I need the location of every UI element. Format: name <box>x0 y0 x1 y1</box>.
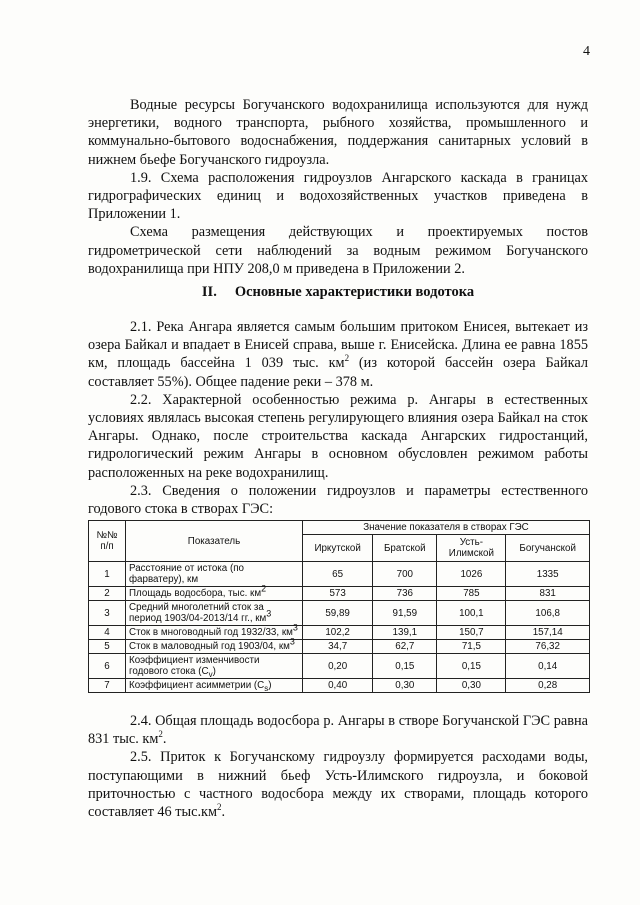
paragraph-2-5 <box>88 748 588 821</box>
row-indicator <box>126 636 303 654</box>
paragraph-2-2: 2.2. Характерной особенностью режима р. Ангары в естественных условиях являлась высокая степень регулирующего влияния озера Байкал на сток Ангары. Однако, после строительства каскада Ангарских гидростанций, гидрологический режим Ангары в основном обусловлен режимом работы расположенных на реке водохранилищ. <box>88 391 588 481</box>
row-number: 1 <box>89 562 126 587</box>
row-value: 0,15 <box>373 654 437 679</box>
paragraph-1-9: 1.9. Схема расположения гидроузлов Ангарского каскада в границах гидрографических единиц и водохозяйственных участков приведена в Приложении 1. <box>88 169 588 223</box>
row-value: 0,28 <box>506 679 590 693</box>
row-value: 100,1 <box>437 601 506 626</box>
header-station: Богучанской <box>506 535 590 562</box>
superscript: 2 <box>344 353 350 364</box>
row-indicator <box>126 583 303 601</box>
superscript: 2 <box>217 802 222 813</box>
section-number: II. <box>201 284 217 300</box>
row-value: 139,1 <box>373 626 437 640</box>
section-title: Основные характеристики водотока <box>234 284 475 300</box>
table-row <box>89 654 590 679</box>
subscript: v <box>208 669 213 679</box>
header-station: Иркутской <box>303 535 373 562</box>
row-value: 0,30 <box>373 679 437 693</box>
paragraph-2-5-end: . <box>221 804 226 821</box>
row-value: 1026 <box>437 562 506 587</box>
superscript: 2 <box>261 583 267 594</box>
row-value: 700 <box>373 562 437 587</box>
row-indicator <box>126 562 303 587</box>
paragraph-2-4-end: . <box>162 731 167 748</box>
subscript: s <box>264 683 269 693</box>
paragraph-2-3: 2.3. Сведения о положении гидроузлов и параметры естественного годового стока в створах ГЭС: <box>88 482 588 518</box>
table-row <box>89 679 590 693</box>
row-value: 106,8 <box>506 601 590 626</box>
table-header-row <box>89 521 590 535</box>
row-value: 34,7 <box>303 640 373 654</box>
paragraph-2-1 <box>88 318 588 391</box>
indicator-text: Коэффициент асимметрии (C <box>129 680 265 691</box>
row-value: 0,14 <box>506 654 590 679</box>
row-value: 150,7 <box>437 626 506 640</box>
paragraph-2-1-text-b: (из которой бассейн озера Байкал составляет 55%). Общее падение реки – 378 м. <box>88 355 589 390</box>
header-station: Братской <box>373 535 437 562</box>
intro-text-block <box>88 96 588 278</box>
section-heading <box>88 284 588 301</box>
indicator-text: Сток в многоводный год 1932/33, км <box>129 627 293 638</box>
row-number: 2 <box>89 587 126 601</box>
table-row <box>89 601 590 626</box>
paragraph-water-resources: Водные ресурсы Богучанского водохранилища используются для нужд энергетики, водного транспорта, рыбного хозяйства, промышленного и коммунально-бытового водоснабжения, поддержания санитарных условий в нижнем бьефе Богучанского гидроузла. <box>88 97 588 168</box>
header-value: Значение показателя в створах ГЭС <box>303 521 590 535</box>
table-row <box>89 626 590 640</box>
row-value: 65 <box>303 562 373 587</box>
table-row <box>89 587 590 601</box>
row-indicator <box>126 622 303 640</box>
row-value: 0,15 <box>437 654 506 679</box>
superscript: 3 <box>266 608 272 619</box>
superscript: 3 <box>289 636 295 647</box>
header-indicator: Показатель <box>126 521 303 562</box>
row-value: 1335 <box>506 562 590 587</box>
row-number: 4 <box>89 626 126 640</box>
indicator-text: Средний многолетний сток за период 1903/04-2013/14 гг., км <box>129 602 267 624</box>
row-value: 785 <box>437 587 506 601</box>
row-value: 71,5 <box>437 640 506 654</box>
row-indicator <box>126 601 303 626</box>
section-text-block <box>88 318 588 518</box>
row-number: 7 <box>89 679 126 693</box>
row-value: 736 <box>373 587 437 601</box>
indicator-text: Сток в маловодный год 1903/04, км <box>129 641 290 652</box>
row-number: 6 <box>89 654 126 679</box>
row-value: 573 <box>303 587 373 601</box>
header-station: Усть-Илимской <box>437 535 506 562</box>
closing-text-block <box>88 712 588 821</box>
header-number: №№ п/п <box>89 521 126 562</box>
row-value: 0,40 <box>303 679 373 693</box>
row-number: 3 <box>89 601 126 626</box>
table-row <box>89 562 590 587</box>
table-row <box>89 640 590 654</box>
paragraph-scheme: Схема размещения действующих и проектируемых постов гидрометрической сети наблюдений за водным режимом Богучанского водохранилища при НПУ 208,0 м приведена в Приложении 2. <box>88 224 588 277</box>
page-number: 4 <box>583 44 590 59</box>
row-value: 157,14 <box>506 626 590 640</box>
row-value: 59,89 <box>303 601 373 626</box>
paragraph-2-1-text-a: 2.1. Река Ангара является самым большим притоком Енисея, вытекает из озера Байкал и впадает в Енисей справа, выше г. Енисейска. Длина ее равна 1855 км, площадь бассейна 1 039 тыс. км <box>88 319 588 372</box>
row-indicator: Коэффициент изменчивости годового стока $(C_v)$ <box>126 654 303 679</box>
row-value: 0,30 <box>437 679 506 693</box>
superscript: 3 <box>292 622 298 633</box>
row-number: 5 <box>89 640 126 654</box>
indicator-text: Расстояние от истока (по фарватеру), км <box>129 563 244 585</box>
row-value: 102,2 <box>303 626 373 640</box>
indicator-text: Коэффициент изменчивости годового стока (C <box>129 655 260 677</box>
row-value: 91,59 <box>373 601 437 626</box>
paragraph-2-4-text: 2.4. Общая площадь водосбора р. Ангары в створе Богучанской ГЭС равна 831 тыс. км <box>88 713 588 748</box>
paragraph-2-4 <box>88 712 588 748</box>
runoff-table <box>88 520 590 693</box>
row-indicator: Коэффициент асимметрии $(C_s)$ <box>126 679 303 693</box>
row-value: 62,7 <box>373 640 437 654</box>
superscript: 2 <box>158 729 163 740</box>
indicator-text: Площадь водосбора, тыс. км <box>129 588 262 599</box>
row-value: 831 <box>506 587 590 601</box>
paragraph-2-5-text: 2.5. Приток к Богучанскому гидроузлу формируется расходами воды, поступающими в нижний бьеф Усть-Илимского гидроузла, и боковой приточностью с частного водосбора между их створами, площадь которого составляет 46 тыс.км <box>88 749 588 821</box>
row-value: 0,20 <box>303 654 373 679</box>
row-value: 76,32 <box>506 640 590 654</box>
